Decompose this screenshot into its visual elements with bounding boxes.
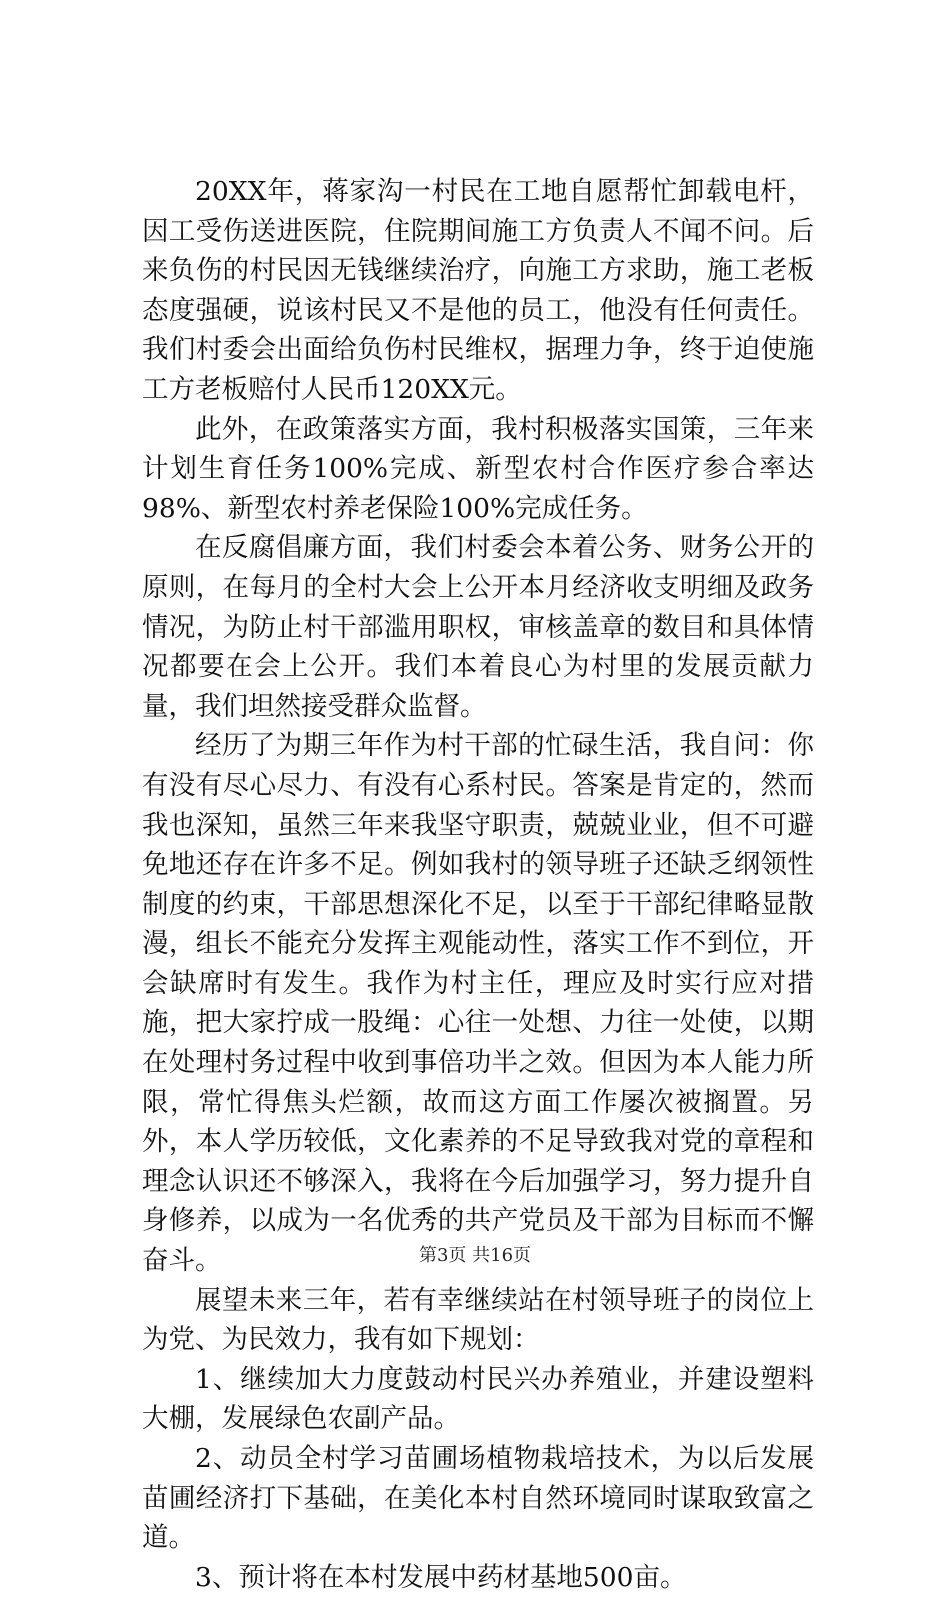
paragraph-injured-villager: 20XX年，蒋家沟一村民在工地自愿帮忙卸载电杆，因工受伤送进医院，住院期间施工方负责人不闻不问。后来负伤的村民因无钱继续治疗，向施工方求助，施工老板态度强硬，说该村民又不是他的员工，他没有任何责任。我们村委会出面给负伤村民维权，据理力争，终于迫使施工方老板赔付人民币120XX元。 (142, 176, 814, 405)
plan-item-1: 1、继续加大力度鼓动村民兴办养殖业，并建设塑料大棚，发展绿色农副产品。 (142, 1363, 814, 1435)
paragraph-policy-implementation: 此外，在政策落实方面，我村积极落实国策，三年来计划生育任务100%完成、新型农村合作医疗参合率达98%、新型农村养老保险100%完成任务。 (142, 413, 814, 524)
plan-item-3: 3、预计将在本村发展中药材基地500亩。 (195, 1561, 687, 1593)
paragraph-self-reflection: 经历了为期三年作为村干部的忙碌生活，我自问：你有没有尽心尽力、有没有心系村民。答案是肯定的，然而我也深知，虽然三年来我坚守职责，兢兢业业，但不可避免地还存在许多不足。例如我村的领导班子还缺乏纲领性制度的约束，干部思想深化不足，以至于干部纪律略显散漫，组长不能充分发挥主观能动性，落实工作不到位，开会缺席时有发生。我作为村主任，理应及时实行应对措施，把大家拧成一股绳：心往一处想、力往一处使，以期在处理村务过程中收到事倍功半之效。但因为本人能力所限，常忙得焦头烂额，故而这方面工作屡次被搁置。另外，本人学历较低，文化素养的不足导致我对党的章程和理念认识还不够深入，我将在今后加强学习，努力提升自身修养，以成为一名优秀的共产党员及干部为目标而不懈奋斗。 (142, 730, 814, 1277)
plan-item-2: 2、动员全村学习苗圃场植物栽培技术，为以后发展苗圃经济打下基础，在美化本村自然环境同时谋取致富之道。 (142, 1443, 814, 1554)
document-body (142, 172, 814, 1597)
page-footer (0, 1244, 950, 1268)
paragraph-anti-corruption: 在反腐倡廉方面，我们村委会本着公务、财务公开的原则，在每月的全村大会上公开本月经济收支明细及政务情况，为防止村干部滥用职权，审核盖章的数目和具体情况都要在会上公开。我们本着良心为村里的发展贡献力量，我们坦然接受群众监督。 (142, 532, 814, 722)
paragraph-future-outlook: 展望未来三年，若有幸继续站在村领导班子的岗位上为党、为民效力，我有如下规划： (142, 1284, 814, 1356)
page-number: 第3页 共16页 (418, 1245, 532, 1266)
